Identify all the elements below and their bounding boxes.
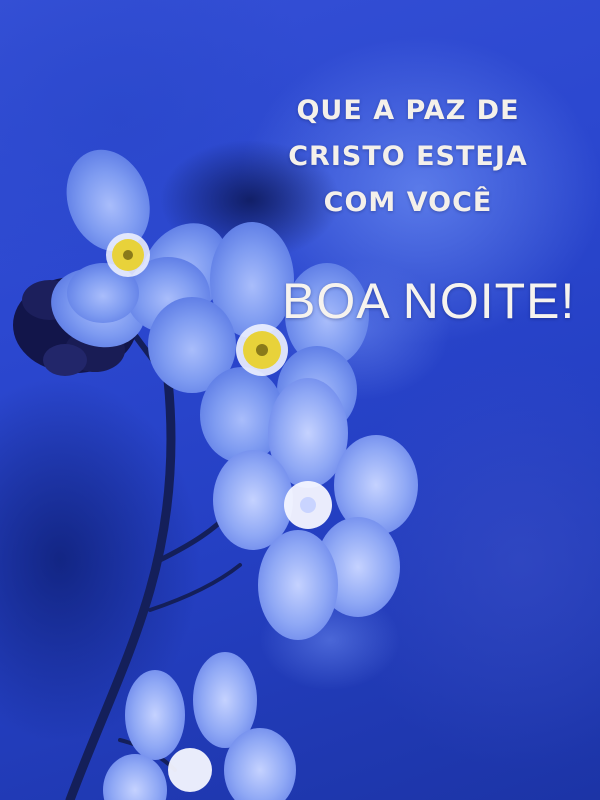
flower-bottom [103,652,296,800]
message-line-1: QUE A PAZ DE [296,95,520,126]
message-line-3: COM VOCÊ [323,187,493,218]
blessing-message [270,88,546,226]
good-night-heading: BOA NOITE! [282,273,576,329]
message-line-2: CRISTO ESTEJA [288,141,528,172]
